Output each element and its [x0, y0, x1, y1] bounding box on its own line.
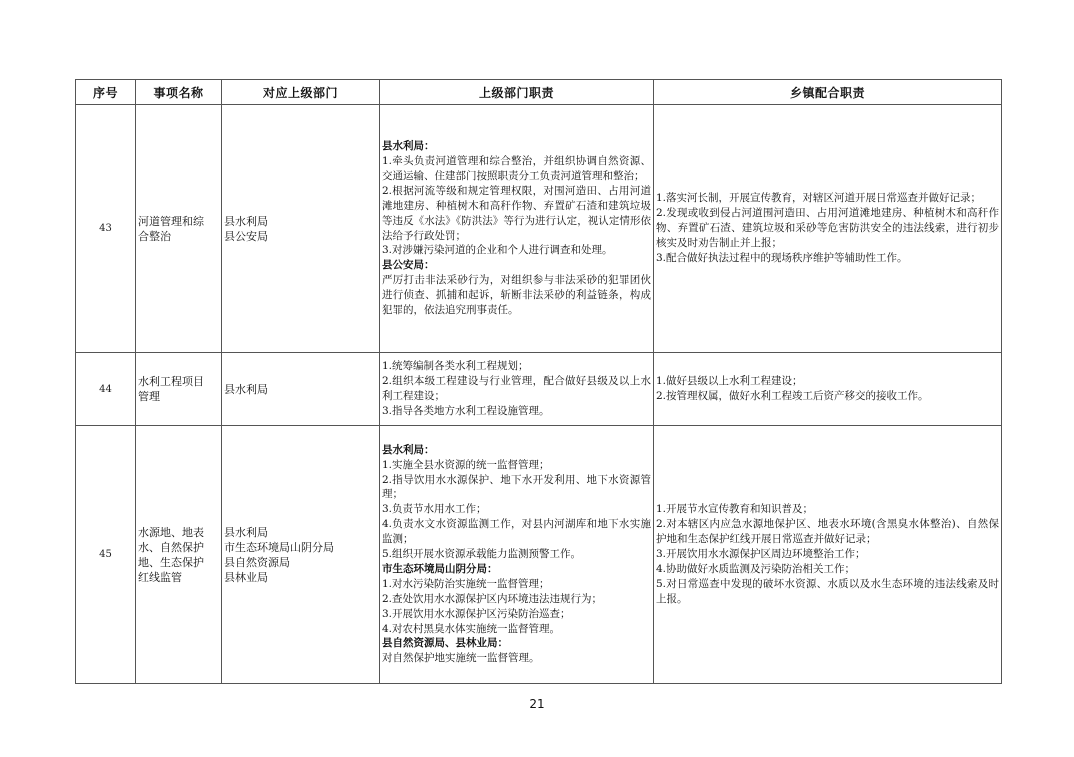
duty-item: 对自然保护地实施统一监督管理。: [382, 652, 540, 665]
duty-item: 3.开展饮用水水源保护区污染防治巡查；: [382, 607, 571, 620]
department-name: 市生态环境局山阴分局: [224, 540, 334, 554]
header-serial-number: 序号: [76, 80, 136, 105]
duty-item: 2.根据河流等级和规定管理权限，对围河造田、占用河道滩地建房、种植树木和高秆作物、弃置矿石渣和建筑垃圾等违反《水法》《防洪法》等行为进行认定，视认定情形依法给予行政处罚；: [382, 184, 651, 242]
department-name: 县林业局: [224, 570, 268, 584]
duty-item: 1.实施全县水资源的统一监督管理；: [382, 458, 550, 471]
duty-item: 2.组织本级工程建设与行业管理，配合做好县级及以上水利工程建设；: [382, 375, 651, 402]
row-department-duties: [380, 105, 654, 353]
department-name: 县自然资源局: [224, 555, 290, 569]
township-duty-item: 4.协助做好水质监测及污染防治相关工作；: [656, 562, 856, 575]
row-item-name: [136, 426, 222, 684]
item-name-line: 水利工程项目: [138, 375, 204, 388]
township-duty-item: 3.开展饮用水水源保护区周边环境整治工作；: [656, 548, 866, 561]
department-name: 县水利局: [224, 214, 268, 228]
duty-org-heading: 县公安局：: [382, 259, 435, 272]
row-department-duties: [380, 353, 654, 426]
department-name: 县水利局: [224, 382, 268, 396]
duty-item: 2.指导饮用水水源保护、地下水开发利用、地下水资源管理；: [382, 473, 651, 501]
row-department-duties: [380, 426, 654, 684]
table-row: [76, 353, 1002, 426]
row-item-name: [136, 105, 222, 353]
township-duty-item: 2.发现或收到侵占河道围河造田、占用河道滩地建房、种植树木和高秆作物、弃置矿石渣、建筑垃圾和采砂等危害防洪安全的违法线索，进行初步核实及时劝告制止并上报；: [656, 207, 999, 249]
header-item-name: 事项名称: [136, 80, 222, 105]
row-serial-number: 45: [76, 426, 136, 684]
header-row: [76, 80, 1002, 105]
header-superior-department: 对应上级部门: [222, 80, 380, 105]
item-name-line: 红线监管: [138, 570, 182, 584]
township-duty-item: 1.做好县级以上水利工程建设；: [656, 375, 803, 388]
duty-item: 严厉打击非法采砂行为，对组织参与非法采砂的犯罪团伙进行侦查、抓捕和起诉，斩断非法采砂的利益链条，构成犯罪的，依法追究刑事责任。: [382, 274, 651, 317]
row-township-duties: [654, 105, 1002, 353]
township-duty-item: 2.对本辖区内应急水源地保护区、地表水环境(含黑臭水体整治)、自然保护地和生态保护红线开展日常巡查并做好记录；: [656, 518, 999, 546]
duty-org-heading: 县水利局：: [382, 140, 435, 153]
duty-item: 1.对水污染防治实施统一监督管理；: [382, 577, 550, 590]
duty-org-heading: 市生态环境局山阴分局：: [382, 562, 498, 575]
table-body: [76, 105, 1002, 684]
header-department-duties: 上级部门职责: [380, 80, 654, 105]
duty-item: 1.牵头负责河道管理和综合整治，并组织协调自然资源、交通运输、住建部门按照职责分工负责河道管理和整治；: [382, 154, 651, 182]
duty-item: 4.负责水文水资源监测工作，对县内河湖库和地下水实施监测；: [382, 518, 651, 546]
row-township-duties: [654, 426, 1002, 684]
duty-item: 5.组织开展水资源承载能力监测预警工作。: [382, 548, 582, 561]
header-township-duties: 乡镇配合职责: [654, 80, 1002, 105]
table-row: [76, 426, 1002, 684]
item-name-line: 管理: [138, 390, 160, 403]
duty-item: 2.查处饮用水水源保护区内环境违法违规行为；: [382, 592, 603, 605]
item-name-line: 地、生态保护: [138, 555, 204, 569]
township-duty-item: 1.落实河长制，开展宣传教育，对辖区河道开展日常巡查并做好记录；: [656, 192, 982, 205]
row-serial-number: 43: [76, 105, 136, 353]
row-departments: [222, 105, 380, 353]
duty-item: 3.指导各类地方水利工程设施管理。: [382, 404, 550, 417]
row-departments: [222, 353, 380, 426]
duty-item: 3.负责节水用水工作；: [382, 503, 487, 516]
row-serial-number: 44: [76, 353, 136, 426]
department-name: 县公安局: [224, 229, 268, 243]
duty-item: 1.统筹编制各类水利工程规划；: [382, 360, 529, 373]
row-item-name: [136, 353, 222, 426]
township-duty-item: 5.对日常巡查中发现的破坏水资源、水质以及水生态环境的违法线索及时上报。: [656, 577, 999, 605]
table-header: [76, 80, 1002, 105]
township-duty-item: 3.配合做好执法过程中的现场秩序维护等辅助性工作。: [656, 251, 908, 264]
item-name-line: 河道管理和综: [138, 214, 204, 228]
township-duty-item: 1.开展节水宣传教育和知识普及；: [656, 503, 814, 516]
row-departments: [222, 426, 380, 684]
item-name-line: 合整治: [138, 229, 171, 243]
page-number: 21: [529, 697, 545, 711]
item-name-line: 水源地、地表: [138, 525, 204, 539]
department-name: 县水利局: [224, 525, 268, 539]
row-township-duties: [654, 353, 1002, 426]
duty-org-heading: 县自然资源局、县林业局：: [382, 637, 508, 650]
duty-org-heading: 县水利局：: [382, 443, 435, 456]
duty-item: 3.对涉嫌污染河道的企业和个人进行调查和处理。: [382, 244, 613, 257]
township-duty-item: 2.按管理权属，做好水利工程竣工后资产移交的接收工作。: [656, 390, 929, 402]
duty-item: 4.对农村黑臭水体实施统一监督管理。: [382, 622, 561, 635]
responsibility-table: [75, 79, 1002, 684]
table-row: [76, 105, 1002, 353]
item-name-line: 水、自然保护: [138, 540, 204, 554]
